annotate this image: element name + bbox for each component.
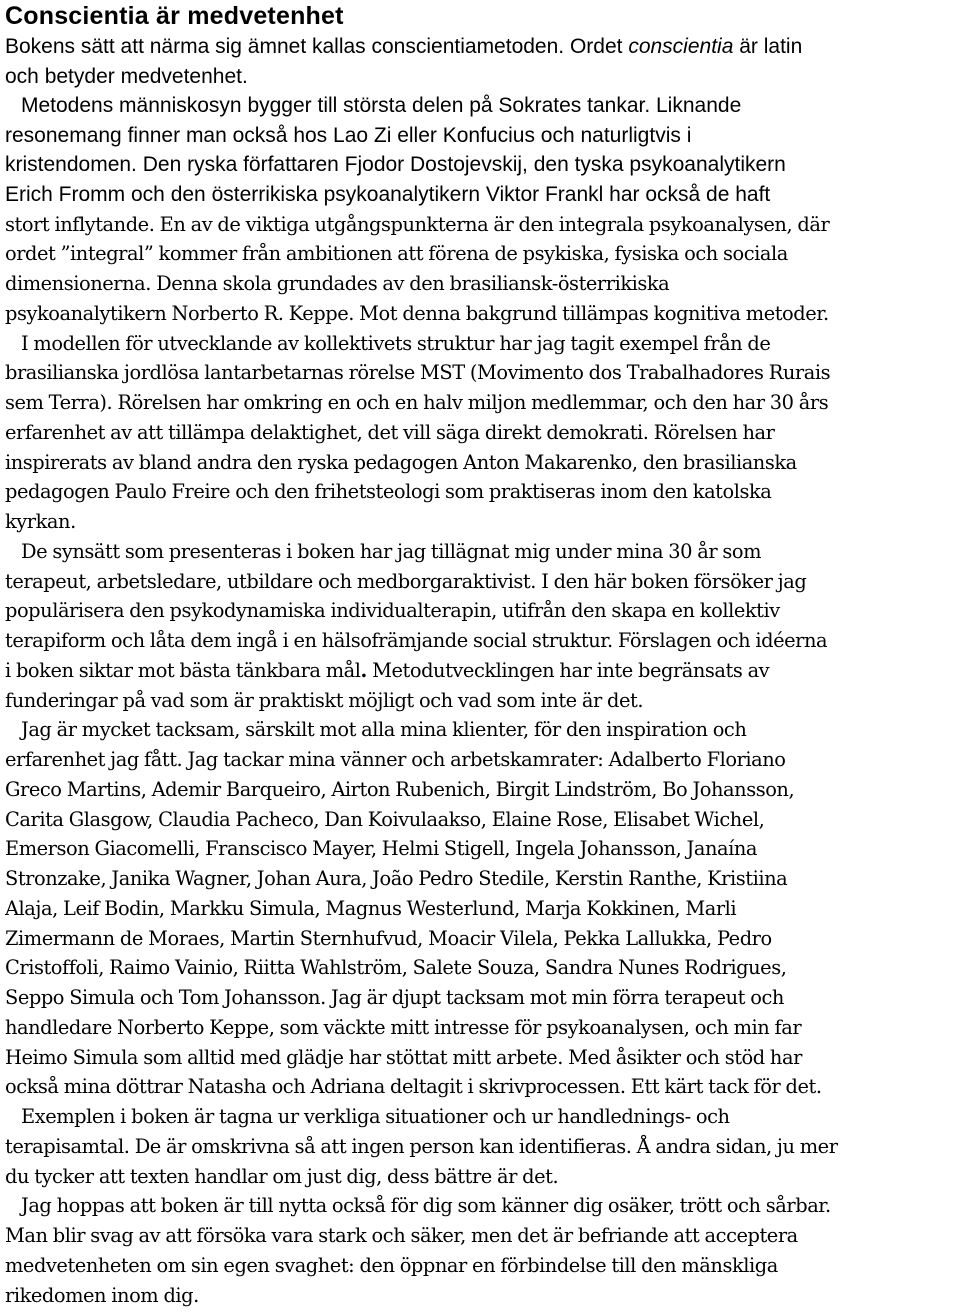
text-line: Heimo Simula som alltid med glädje har stöttat mitt arbete. Med åsikter och stöd har — [5, 1045, 802, 1069]
text-line: handledare Norberto Keppe, som väckte mitt intresse för psykoanalysen, och min far — [5, 1015, 802, 1039]
paragraph-2 — [5, 329, 958, 537]
paragraph-3 — [5, 537, 958, 716]
bold-period: . — [360, 658, 367, 682]
text-line: Greco Martins, Ademir Barqueiro, Airton Rubenich, Birgit Lindström, Bo Johansson, — [5, 777, 795, 801]
paragraph-4 — [5, 715, 958, 1102]
text-line: Exemplen i boken är tagna ur verkliga situationer och ur handlednings- och — [21, 1105, 730, 1129]
text-line: du tycker att texten handlar om just dig, dess bättre är det. — [5, 1164, 559, 1188]
text-line: inspirerats av bland andra den ryska pedagogen Anton Makarenko, den brasilianska — [5, 450, 797, 474]
text-span: i boken siktar mot bästa tänkbara mål — [5, 658, 361, 682]
text-line: terapeut, arbetsledare, utbildare och medborgaraktivist. I den här boken försöker jag — [5, 569, 807, 593]
text-line: stort inflytande. En av de viktiga utgångspunkterna är den integrala psykoanalysen, där — [5, 212, 830, 236]
text-line: terapisamtal. De är omskrivna så att ingen person kan identifieras. Å andra sidan, ju mer — [5, 1134, 838, 1158]
text-line: Jag hoppas att boken är till nytta också för dig som känner dig osäker, trött och sårbar. — [21, 1194, 831, 1218]
text-line: brasilianska jordlösa lantarbetarnas rörelse MST (Movimento dos Trabalhadores Rurais — [5, 361, 831, 385]
intro-line: Metodens människosyn bygger till största delen på Sokrates tankar. Liknande — [21, 94, 742, 118]
text-line: Emerson Giacomelli, Franscisco Mayer, Helmi Stigell, Ingela Johansson, Janaína — [5, 837, 757, 861]
text-line: Stronzake, Janika Wagner, Johan Aura, João Pedro Stedile, Kerstin Ranthe, Kristiina — [5, 867, 788, 891]
text-line: ordet ”integral” kommer från ambitionen att förena de psykiska, fysiska och sociala — [5, 242, 788, 266]
text-line: terapiform och låta dem ingå i en hälsofrämjande social struktur. Förslagen och idéerna — [5, 629, 828, 653]
intro-text: är latin — [733, 35, 803, 58]
intro-line: kristendomen. Den ryska författaren Fjodor Dostojevskij, den tyska psykoanalytikern — [5, 153, 786, 177]
text-line: funderingar på vad som är praktiskt möjligt och vad som inte är det. — [5, 688, 644, 712]
latin-term: conscientia — [628, 35, 734, 58]
text-line: erfarenhet av att tillämpa delaktighet, det vill säga direkt demokrati. Rörelsen har — [5, 420, 775, 444]
text-line: Man blir svag av att försöka vara stark och säker, men det är befriande att acceptera — [5, 1224, 798, 1248]
paragraph-5 — [5, 1102, 958, 1191]
text-line: Seppo Simula och Tom Johansson. Jag är djupt tacksam mot min förra terapeut och — [5, 986, 784, 1010]
intro-line — [5, 32, 958, 62]
intro-paragraph — [5, 32, 958, 210]
paragraph-1 — [5, 210, 958, 329]
text-line: kyrkan. — [5, 510, 76, 534]
intro-line: och betyder medvetenhet. — [5, 64, 248, 88]
text-line: Cristoffoli, Raimo Vainio, Riitta Wahlström, Salete Souza, Sandra Nunes Rodrigues, — [5, 956, 787, 980]
intro-line: Erich Fromm och den österrikiska psykoanalytikern Viktor Frankl har också de haft — [5, 182, 771, 206]
paragraph-6 — [5, 1191, 958, 1310]
text-line: sem Terra). Rörelsen har omkring en och en halv miljon medlemmar, och den har 30 års — [5, 391, 829, 415]
text-line: populärisera den psykodynamiska individualterapin, utifrån den skapa en kollektiv — [5, 599, 780, 623]
text-line: Jag är mycket tacksam, särskilt mot alla mina klienter, för den inspiration och — [21, 718, 747, 742]
text-line: dimensionerna. Denna skola grundades av den brasiliansk-österrikiska — [5, 272, 670, 296]
text-line: erfarenhet jag fått. Jag tackar mina vänner och arbetskamrater: Adalberto Floriano — [5, 748, 786, 772]
text-line — [5, 656, 958, 686]
page-title: Conscientia är medvetenhet — [5, 2, 344, 30]
text-span: Metodutvecklingen har inte begränsats av — [366, 658, 770, 682]
text-line: också mina döttrar Natasha och Adriana deltagit i skrivprocessen. Ett kärt tack för det. — [5, 1075, 822, 1099]
text-line: medvetenheten om sin egen svaghet: den öppnar en förbindelse till den mänskliga — [5, 1253, 778, 1277]
text-line: pedagogen Paulo Freire och den frihetsteologi som praktiseras inom den katolska — [5, 480, 772, 504]
intro-line: resonemang finner man också hos Lao Zi eller Konfucius och naturligtvis i — [5, 123, 692, 147]
text-line: Carita Glasgow, Claudia Pacheco, Dan Koivulaakso, Elaine Rose, Elisabet Wichel, — [5, 807, 765, 831]
text-line: De synsätt som presenteras i boken har jag tillägnat mig under mina 30 år som — [21, 539, 762, 563]
text-line: I modellen för utvecklande av kollektivets struktur har jag tagit exempel från de — [21, 331, 771, 355]
text-line: Zimermann de Moraes, Martin Sternhufvud, Moacir Vilela, Pekka Lallukka, Pedro — [5, 926, 772, 950]
text-line: Alaja, Leif Bodin, Markku Simula, Magnus Westerlund, Marja Kokkinen, Marli — [5, 896, 737, 920]
text-line: psykoanalytikern Norberto R. Keppe. Mot denna bakgrund tillämpas kognitiva metoder. — [5, 301, 829, 325]
text-line: rikedomen inom dig. — [5, 1283, 199, 1307]
intro-text: Bokens sätt att närma sig ämnet kallas conscientiametoden. Ordet — [5, 35, 629, 58]
body-text — [5, 210, 958, 1311]
